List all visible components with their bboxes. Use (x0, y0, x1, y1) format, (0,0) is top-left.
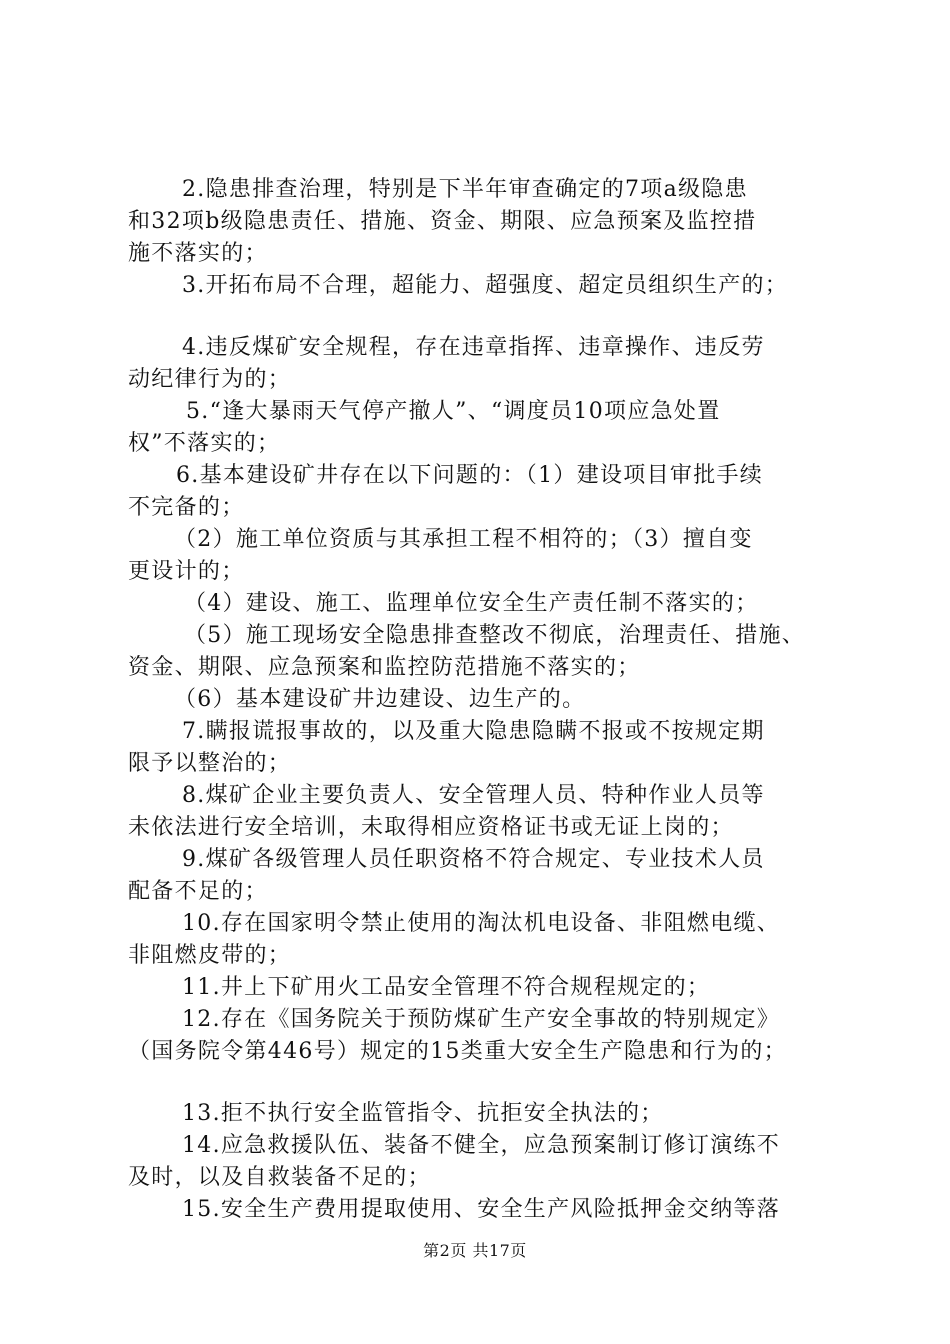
spacer (128, 302, 850, 332)
text-line: 14.应急救援队伍、装备不健全，应急预案制订修订演练不 (182, 1133, 781, 1158)
text-line: 10.存在国家明令禁止使用的淘汰机电设备、非阻燃电缆、 (182, 911, 781, 936)
text-line: 未依法进行安全培训，未取得相应资格证书或无证上岗的； (128, 815, 734, 840)
text-line: 2.隐患排查治理，特别是下半年审查确定的7项a级隐患 (182, 177, 748, 202)
text-line: 12.存在《国务院关于预防煤矿生产安全事故的特别规定》 (182, 1007, 781, 1032)
text-line: 不完备的； (128, 495, 245, 520)
text-line: 11.井上下矿用火工品安全管理不符合规程规定的； (182, 975, 711, 1000)
text-line: 15.安全生产费用提取使用、安全生产风险抵押金交纳等落 (182, 1197, 781, 1222)
text-line: （4）建设、施工、监理单位安全生产责任制不落实的； (184, 591, 759, 616)
text-line: 9.煤矿各级管理人员任职资格不符合规定、专业技术人员 (182, 847, 765, 872)
text-line: 施不落实的； (128, 241, 268, 266)
text-line: 8.煤矿企业主要负责人、安全管理人员、特种作业人员等 (182, 783, 765, 808)
text-line: 7.瞒报谎报事故的，以及重大隐患隐瞒不报或不按规定期 (182, 719, 765, 744)
text-line: 4.违反煤矿安全规程，存在违章指挥、违章操作、违反劳 (182, 335, 765, 360)
text-line: （国务院令第446号）规定的15类重大安全生产隐患和行为的； (128, 1039, 787, 1064)
text-line: 资金、期限、应急预案和监控防范措施不落实的； (128, 655, 641, 680)
document-body (128, 174, 850, 1226)
text-line: 配备不足的； (128, 879, 268, 904)
text-line: 5.“逢大暴雨天气停产撤人”、“调度员10项应急处置 (186, 399, 721, 424)
spacer (128, 1068, 850, 1098)
text-line: 动纪律行为的； (128, 367, 292, 392)
text-line: 权”不落实的； (128, 431, 281, 456)
text-line: 非阻燃皮带的； (128, 943, 292, 968)
text-line: 更设计的； (128, 559, 245, 584)
text-line: 限予以整治的； (128, 751, 292, 776)
text-line: 3.开拓布局不合理，超能力、超强度、超定员组织生产的； (182, 273, 789, 298)
text-line: （2）施工单位资质与其承担工程不相符的；（3）擅自变 (174, 527, 753, 552)
text-line: （6）基本建设矿井边建设、边生产的。 (174, 687, 586, 712)
text-line: 及时，以及自救装备不足的； (128, 1165, 431, 1190)
text-line: （5）施工现场安全隐患排查整改不彻底，治理责任、措施、 (184, 623, 806, 648)
text-line: 和32项b级隐患责任、措施、资金、期限、应急预案及监控措 (128, 209, 757, 234)
text-line: 6.基本建设矿井存在以下问题的：（1）建设项目审批手续 (176, 463, 764, 488)
page-number-footer: 第2页 共17页 (423, 1241, 527, 1260)
text-line: 13.拒不执行安全监管指令、抗拒安全执法的； (182, 1101, 664, 1126)
